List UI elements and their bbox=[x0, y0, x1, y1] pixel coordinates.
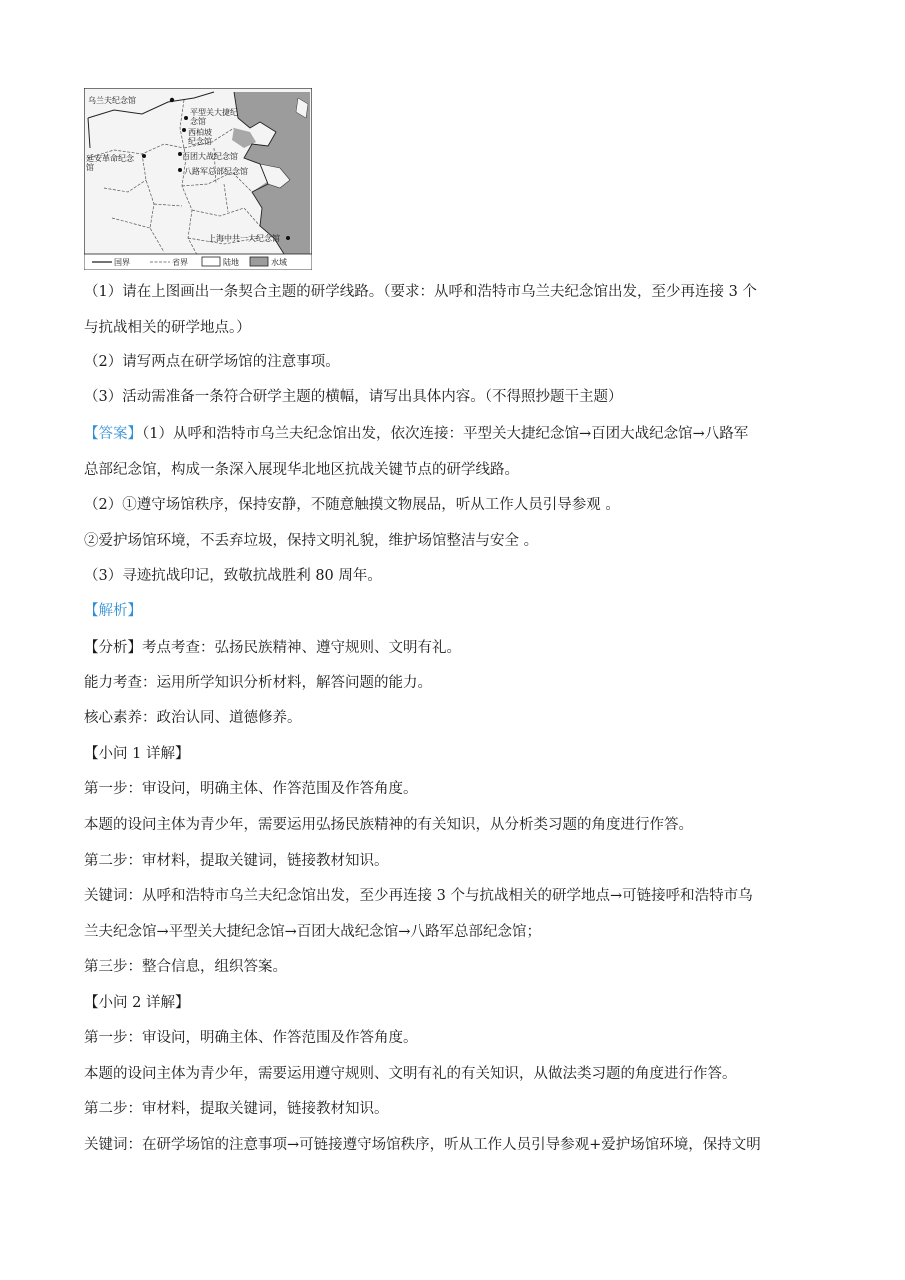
answer-text: （1）从呼和浩特市乌兰夫纪念馆出发，依次连接：平型关大捷纪念馆→百团大战纪念馆→八路军 bbox=[142, 426, 749, 442]
analysis-line-1: 【分析】考点考查：弘扬民族精神、遵守规则、文明有礼。 bbox=[84, 640, 461, 656]
sub-question-1-line-3: 第二步：审材料，提取关键词，链接教材知识。 bbox=[84, 853, 389, 869]
analysis-tag: 【解析】 bbox=[84, 603, 142, 619]
sub-question-1-line-4: 关键词：从呼和浩特市乌兰夫纪念馆出发，至少再连接 3 个与抗战相关的研学地点→可链接呼和浩特市乌 bbox=[84, 888, 753, 904]
analysis-line-3: 核心素养：政治认同、道德修养。 bbox=[84, 710, 302, 726]
map-label-balujun: 八路军总部纪念馆 bbox=[184, 167, 248, 176]
question-2: （2）请写两点在研学场馆的注意事项。 bbox=[84, 354, 340, 370]
legend-guojie: 国界 bbox=[114, 258, 130, 267]
sub-question-1-line-1: 第一步：审设问，明确主体、作答范围及作答角度。 bbox=[84, 781, 418, 797]
answer-tag: 【答案】 bbox=[84, 426, 142, 442]
legend-shuiyu: 水域 bbox=[271, 258, 287, 267]
answer-line-3: （2）①遵守场馆秩序，保持安静，不随意触摸文物展品，听从工作人员引导参观 。 bbox=[84, 497, 620, 513]
sub-question-2-line-2: 本题的设问主体为青少年，需要运用遵守规则、文明有礼的有关知识，从做法类习题的角度进行作答。 bbox=[84, 1066, 737, 1082]
sub-question-2-line-1: 第一步：审设问，明确主体、作答范围及作答角度。 bbox=[84, 1030, 418, 1046]
map-label-wulanfu: 乌兰夫纪念馆 bbox=[88, 96, 136, 105]
sub-question-1-line-5: 兰夫纪念馆→平型关大捷纪念馆→百团大战纪念馆→八路军总部纪念馆； bbox=[84, 924, 541, 940]
sub-question-1-heading: 【小问 1 详解】 bbox=[84, 746, 190, 762]
analysis-heading bbox=[84, 601, 142, 621]
answer-line-4: ②爱护场馆环境，不丢弃垃圾，保持文明礼貌，维护场馆整洁与安全 。 bbox=[84, 533, 539, 549]
legend-ludi: 陆地 bbox=[223, 258, 239, 267]
map-label-xibaipo: 西柏坡纪念馆 bbox=[188, 128, 212, 146]
map-label-yanan: 延安革命纪念馆 bbox=[86, 154, 134, 172]
sub-question-1-line-6: 第三步：整合信息，组织答案。 bbox=[84, 959, 287, 975]
question-1-line-2: 与抗战相关的研学地点。） bbox=[84, 320, 251, 336]
sub-question-1-line-2: 本题的设问主体为青少年，需要运用弘扬民族精神的有关知识，从分析类习题的角度进行作答。 bbox=[84, 817, 693, 833]
sub-question-2-line-3: 第二步：审材料，提取关键词，链接教材知识。 bbox=[84, 1101, 389, 1117]
question-1-line-1: （1）请在上图画出一条契合主题的研学线路。（要求：从呼和浩特市乌兰夫纪念馆出发，至少再连接 3 个 bbox=[84, 284, 757, 300]
legend-shengjie: 省界 bbox=[172, 258, 188, 267]
sub-question-2-line-4: 关键词：在研学场馆的注意事项→可链接遵守场馆秩序，听从工作人员引导参观+爱护场馆环境，保持文明 bbox=[84, 1137, 761, 1153]
question-3: （3）活动需准备一条符合研学主题的横幅，请写出具体内容。（不得照抄题干主题） bbox=[84, 389, 623, 405]
map-label-pingxingguan: 平型关大捷纪念馆 bbox=[190, 108, 238, 126]
answer-line-2: 总部纪念馆，构成一条深入展现华北地区抗战关键节点的研学线路。 bbox=[84, 462, 519, 478]
sub-question-2-heading: 【小问 2 详解】 bbox=[84, 995, 190, 1011]
answer-line-1 bbox=[84, 424, 748, 444]
map-label-shanghai: 上海中共一大纪念馆 bbox=[208, 234, 280, 243]
map-figure bbox=[84, 88, 312, 270]
answer-line-5: （3）寻迹抗战印记，致敬抗战胜利 80 周年。 bbox=[84, 568, 382, 584]
analysis-line-2: 能力考查：运用所学知识分析材料，解答问题的能力。 bbox=[84, 675, 432, 691]
map-label-baituan: 百团大战纪念馆 bbox=[182, 152, 238, 161]
